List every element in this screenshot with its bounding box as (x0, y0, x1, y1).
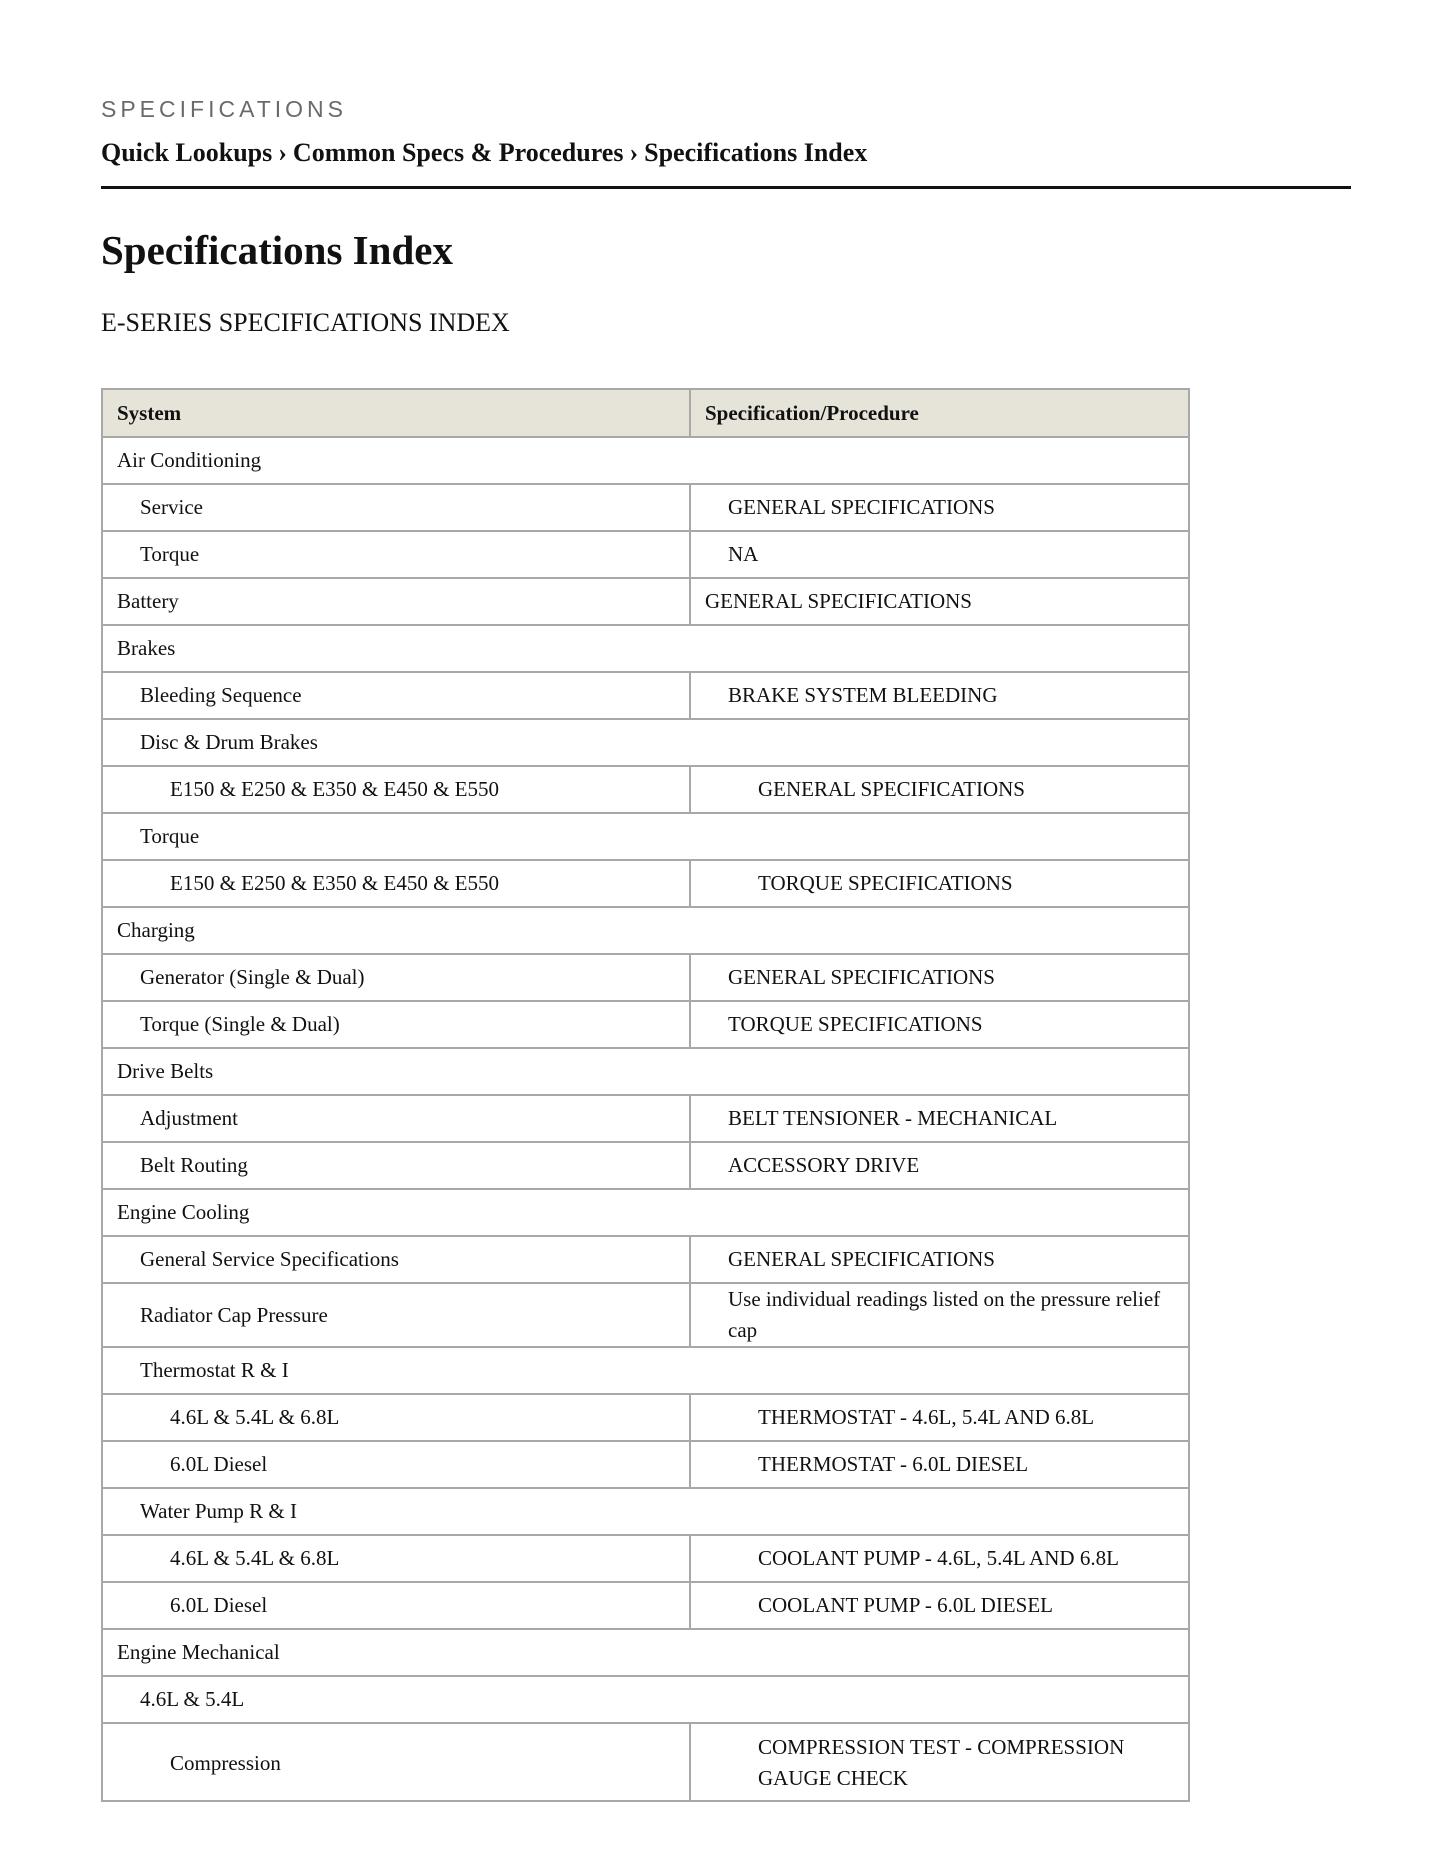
system-cell: Generator (Single & Dual) (102, 954, 690, 1001)
table-row (102, 766, 1189, 813)
table-row (102, 1441, 1189, 1488)
system-group-cell: Engine Mechanical (102, 1629, 1189, 1676)
table-row (102, 860, 1189, 907)
system-cell: 6.0L Diesel (102, 1582, 690, 1629)
system-cell: Radiator Cap Pressure (102, 1283, 690, 1347)
spec-link-cell[interactable]: THERMOSTAT - 6.0L DIESEL (690, 1441, 1189, 1488)
spec-link-cell[interactable]: BRAKE SYSTEM BLEEDING (690, 672, 1189, 719)
system-group-cell: Air Conditioning (102, 437, 1189, 484)
specifications-table (101, 388, 1190, 1802)
system-group-cell: Torque (102, 813, 1189, 860)
table-row (102, 907, 1189, 954)
breadcrumb-item-common-specs[interactable]: Common Specs & Procedures (292, 138, 624, 167)
system-cell: 6.0L Diesel (102, 1441, 690, 1488)
spec-link-cell[interactable]: THERMOSTAT - 4.6L, 5.4L AND 6.8L (690, 1394, 1189, 1441)
table-row (102, 672, 1189, 719)
spec-link-cell[interactable]: COOLANT PUMP - 4.6L, 5.4L AND 6.8L (690, 1535, 1189, 1582)
spec-link-cell[interactable]: GENERAL SPECIFICATIONS (690, 484, 1189, 531)
table-row (102, 625, 1189, 672)
table-row (102, 1048, 1189, 1095)
table-row (102, 1189, 1189, 1236)
system-cell: E150 & E250 & E350 & E450 & E550 (102, 766, 690, 813)
table-row (102, 1488, 1189, 1535)
table-row (102, 954, 1189, 1001)
system-group-cell: 4.6L & 5.4L (102, 1676, 1189, 1723)
page-title: Specifications Index (101, 227, 453, 273)
breadcrumb-separator: › (629, 138, 639, 167)
system-cell: General Service Specifications (102, 1236, 690, 1283)
breadcrumb-item-specifications-index: Specifications Index (644, 138, 868, 167)
table-row (102, 1535, 1189, 1582)
table-row (102, 719, 1189, 766)
table-row (102, 1676, 1189, 1723)
system-cell: Service (102, 484, 690, 531)
spec-link-cell[interactable]: GENERAL SPECIFICATIONS (690, 766, 1189, 813)
system-group-cell: Charging (102, 907, 1189, 954)
system-group-cell: Water Pump R & I (102, 1488, 1189, 1535)
system-cell: Torque (102, 531, 690, 578)
system-group-cell: Brakes (102, 625, 1189, 672)
spec-link-cell[interactable]: Use individual readings listed on the pressure relief cap (690, 1283, 1189, 1347)
system-cell: Battery (102, 578, 690, 625)
breadcrumb-separator: › (278, 138, 287, 167)
table-row (102, 1347, 1189, 1394)
table-row (102, 437, 1189, 484)
system-cell: Belt Routing (102, 1142, 690, 1189)
table-row (102, 484, 1189, 531)
table-row (102, 1582, 1189, 1629)
spec-link-cell[interactable]: COMPRESSION TEST - COMPRESSION GAUGE CHECK (690, 1723, 1189, 1801)
column-header-system: System (102, 389, 690, 437)
table-body (102, 437, 1189, 1801)
spec-link-cell[interactable]: TORQUE SPECIFICATIONS (690, 1001, 1189, 1048)
system-cell: Compression (102, 1723, 690, 1801)
table-row (102, 1394, 1189, 1441)
spec-link-cell[interactable]: GENERAL SPECIFICATIONS (690, 954, 1189, 1001)
table-row (102, 1001, 1189, 1048)
system-group-cell: Disc & Drum Brakes (102, 719, 1189, 766)
spec-link-cell[interactable]: TORQUE SPECIFICATIONS (690, 860, 1189, 907)
table-row (102, 578, 1189, 625)
spec-link-cell[interactable]: COOLANT PUMP - 6.0L DIESEL (690, 1582, 1189, 1629)
system-cell: E150 & E250 & E350 & E450 & E550 (102, 860, 690, 907)
column-header-spec: Specification/Procedure (690, 389, 1189, 437)
table-row (102, 1095, 1189, 1142)
spec-link-cell[interactable]: NA (690, 531, 1189, 578)
table-row (102, 1283, 1189, 1347)
system-cell: 4.6L & 5.4L & 6.8L (102, 1394, 690, 1441)
table-row (102, 1142, 1189, 1189)
system-cell: Torque (Single & Dual) (102, 1001, 690, 1048)
system-cell: Bleeding Sequence (102, 672, 690, 719)
page-subtitle: E-SERIES SPECIFICATIONS INDEX (101, 308, 510, 337)
spec-link-cell[interactable]: ACCESSORY DRIVE (690, 1142, 1189, 1189)
table-row (102, 813, 1189, 860)
breadcrumb (101, 138, 1351, 189)
system-group-cell: Thermostat R & I (102, 1347, 1189, 1394)
table-header-row (102, 389, 1189, 437)
system-cell: Adjustment (102, 1095, 690, 1142)
system-cell: 4.6L & 5.4L & 6.8L (102, 1535, 690, 1582)
table-row (102, 531, 1189, 578)
breadcrumb-item-quick-lookups[interactable]: Quick Lookups (101, 138, 273, 167)
table-row (102, 1629, 1189, 1676)
table-row (102, 1236, 1189, 1283)
table-row (102, 1723, 1189, 1801)
system-group-cell: Drive Belts (102, 1048, 1189, 1095)
system-group-cell: Engine Cooling (102, 1189, 1189, 1236)
spec-link-cell[interactable]: BELT TENSIONER - MECHANICAL (690, 1095, 1189, 1142)
spec-link-cell[interactable]: GENERAL SPECIFICATIONS (690, 1236, 1189, 1283)
section-label: SPECIFICATIONS (101, 96, 347, 122)
spec-link-cell[interactable]: GENERAL SPECIFICATIONS (690, 578, 1189, 625)
